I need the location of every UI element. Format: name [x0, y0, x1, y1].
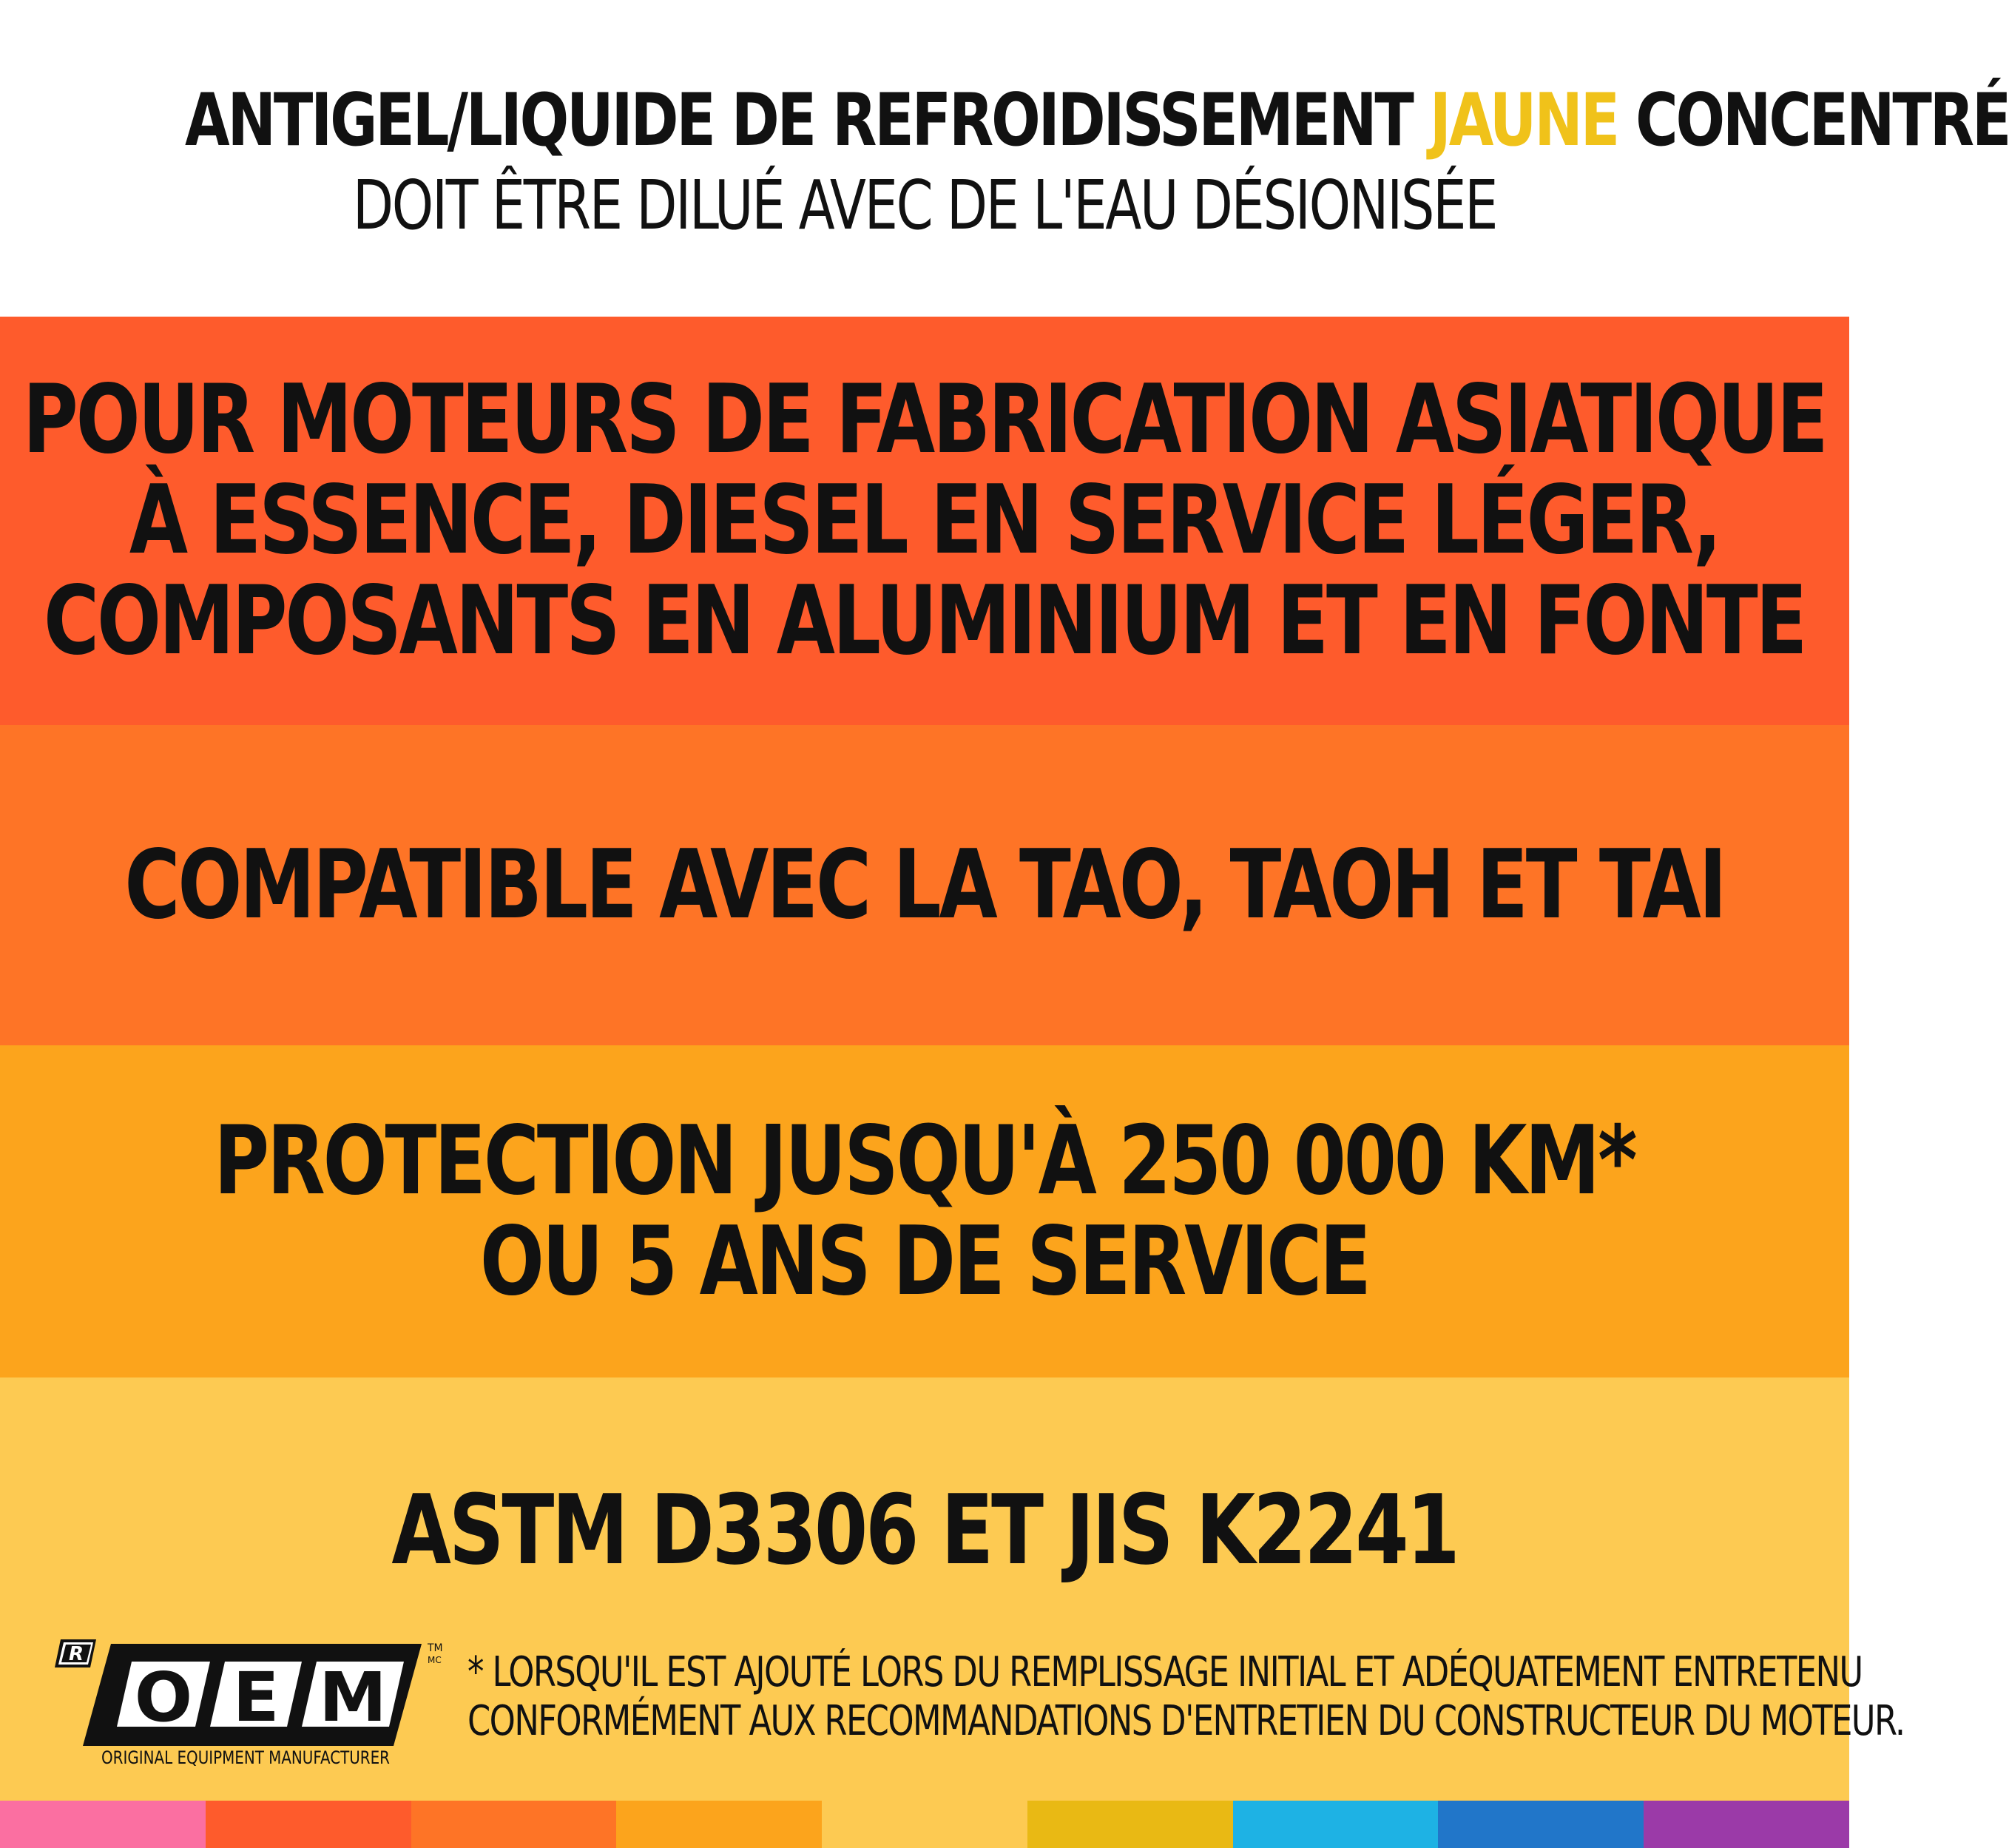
color-stripe	[1644, 1801, 1849, 1848]
title-text-after: CONCENTRÉ	[1618, 78, 2009, 163]
color-stripe	[616, 1801, 822, 1848]
band-compatibility	[0, 725, 1849, 1045]
oem-letter-m: M	[319, 1658, 387, 1737]
band-line: COMPATIBLE AVEC LA TAO, TAOH ET TAI	[124, 829, 1725, 940]
color-stripe	[206, 1801, 411, 1848]
title-accent-word: JAUNE	[1429, 78, 1618, 163]
band-line: OU 5 ANS DE SERVICE	[480, 1206, 1369, 1317]
band-line: PROTECTION JUSQU'À 250 000 KM*	[214, 1105, 1635, 1216]
color-stripe	[822, 1801, 1027, 1848]
band-protection-text	[214, 1105, 1635, 1317]
footnote-line-1: * LORSQU'IL EST AJOUTÉ LORS DU REMPLISSAGE INITIAL ET ADÉQUATEMENT ENTRETENU	[467, 1648, 1863, 1696]
title-text-before: ANTIGEL/LIQUIDE DE REFROIDISSEMENT	[185, 78, 1430, 163]
color-stripe	[1233, 1801, 1439, 1848]
page-title	[185, 78, 2009, 163]
band-line: À ESSENCE, DIESEL EN SERVICE LÉGER,	[129, 465, 1720, 576]
color-stripe	[411, 1801, 617, 1848]
color-stripe	[0, 1801, 206, 1848]
band-line: POUR MOTEURS DE FABRICATION ASIATIQUE	[23, 365, 1826, 475]
band-line: COMPOSANTS EN ALUMINIUM ET EN FONTE	[44, 566, 1806, 676]
footnote-line-2: CONFORMÉMENT AUX RECOMMANDATIONS D'ENTRETIEN DU CONSTRUCTEUR DU MOTEUR.	[467, 1697, 1905, 1745]
brand-badge-icon	[55, 1639, 96, 1667]
color-stripe	[1027, 1801, 1233, 1848]
footnote	[467, 1648, 1905, 1746]
oem-tagline: ORIGINAL EQUIPMENT MANUFACTURER	[101, 1747, 390, 1768]
oem-letter-e: E	[232, 1658, 280, 1737]
band-engine-types	[0, 317, 1849, 725]
oem-marque: MC	[428, 1655, 442, 1665]
page-subtitle: DOIT ÊTRE DILUÉ AVEC DE L'EAU DÉSIONISÉE	[352, 166, 1497, 245]
color-stripe-bar	[0, 1801, 1849, 1848]
band-protection	[0, 1045, 1849, 1377]
header	[0, 0, 2009, 317]
oem-letter-o: O	[134, 1658, 193, 1737]
band-standards-text	[185, 1474, 1664, 1586]
oem-logo	[52, 1636, 443, 1770]
band-compatibility-text	[124, 829, 1725, 940]
band-line: ASTM D3306 ET JIS K2241	[391, 1474, 1458, 1586]
band-engine-types-text	[23, 365, 1826, 676]
color-stripe	[1438, 1801, 1644, 1848]
brand-badge-letter: R	[68, 1643, 84, 1665]
oem-trademark: TM	[428, 1642, 443, 1654]
